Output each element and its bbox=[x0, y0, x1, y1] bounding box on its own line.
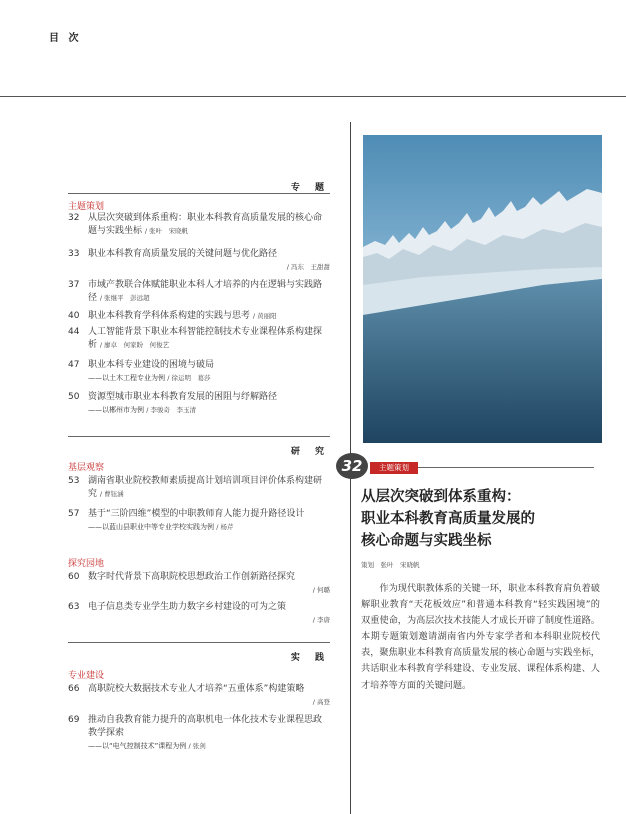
toc-entry-authors: / 廖卓 何家盼 何俊艺 bbox=[99, 341, 170, 349]
header-divider bbox=[0, 96, 626, 97]
toc-page-number: 66 bbox=[68, 684, 80, 694]
toc-entry-title: 基于“三阶四维”模型的中职教师育人能力提升路径设计 bbox=[88, 509, 305, 519]
toc-page-number: 33 bbox=[68, 249, 80, 259]
toc-entry-authors: / 何璐 bbox=[312, 586, 330, 594]
feature-title-line: 职业本科教育高质量发展的 bbox=[361, 511, 535, 527]
toc-entry-authors: / 冯东 王甜甜 bbox=[286, 263, 330, 271]
toc-entry-authors: / 李骏奇 李玉清 bbox=[146, 406, 196, 414]
toc-page-number: 32 bbox=[68, 213, 80, 223]
toc-page-number: 53 bbox=[68, 476, 80, 486]
toc-page-number: 69 bbox=[68, 715, 80, 725]
toc-entry-title: 高职院校大数据技术专业人才培养“五重体系”构建策略 bbox=[88, 684, 305, 694]
toc-page-number: 57 bbox=[68, 509, 80, 519]
section-heading-yanjiu: 研 究 bbox=[290, 447, 330, 457]
section-heading-zhuanti: 专 题 bbox=[290, 183, 330, 193]
category-label: 专业建设 bbox=[68, 671, 105, 681]
toc-entry-title: 人工智能背景下职业本科智能控制技术专业课程体系构建探析 bbox=[88, 327, 323, 350]
toc-entry-title: 电子信息类专业学生助力数字乡村建设的可为之策 bbox=[88, 602, 287, 612]
section-rule bbox=[68, 193, 330, 194]
toc-entry-title: 资源型城市职业本科教育发展的困阻与纾解路径 bbox=[88, 392, 278, 402]
section-rule bbox=[68, 436, 330, 437]
toc-entry-authors: / 曹钰涵 bbox=[99, 490, 124, 498]
toc-page-number: 60 bbox=[68, 572, 80, 582]
feature-title-line: 从层次突破到体系重构： bbox=[361, 489, 521, 505]
feature-title-line: 核心命题与实践坐标 bbox=[361, 533, 492, 549]
section-rule bbox=[68, 642, 330, 643]
toc-entry-authors: / 高登 bbox=[312, 698, 330, 706]
toc-page-number: 63 bbox=[68, 602, 80, 612]
toc-entry-subtitle: ——以土木工程专业为例 bbox=[88, 374, 165, 382]
toc-entry-authors: / 黄丽阳 bbox=[252, 312, 277, 320]
category-label: 主题策划 bbox=[68, 202, 105, 212]
toc-entry-authors: / 李唐 bbox=[312, 616, 330, 624]
toc-entry[interactable] bbox=[68, 683, 330, 709]
toc-entry-authors: / 张继平 彭远超 bbox=[99, 294, 150, 302]
toc-entry-title: 职业本科教育高质量发展的关键问题与优化路径 bbox=[88, 249, 278, 259]
toc-entry[interactable] bbox=[68, 326, 330, 352]
toc-entry-title: 推动自我教育能力提升的高职机电一体化技术专业课程思政教学探索 bbox=[88, 715, 323, 738]
section-heading-shijian: 实 践 bbox=[290, 653, 330, 663]
toc-page-number: 37 bbox=[68, 280, 80, 290]
toc-page-number: 44 bbox=[68, 327, 80, 337]
toc-entry-title: 市域产教联合体赋能职业本科人才培养的内在逻辑与实践路径 bbox=[88, 280, 323, 303]
toc-entry-subtitle: ——以郴州市为例 bbox=[88, 406, 144, 414]
toc-entry-title: 数字时代背景下高职院校思想政治工作创新路径探究 bbox=[88, 572, 296, 582]
category-label: 基层观察 bbox=[68, 463, 105, 473]
toc-page-number: 50 bbox=[68, 392, 80, 402]
toc-entry[interactable] bbox=[68, 248, 330, 274]
toc-entry-authors: / 张叶 宋晓帆 bbox=[144, 227, 189, 235]
toc-entry[interactable] bbox=[68, 601, 330, 627]
feature-summary: 作为现代职教体系的关键一环，职业本科教育肩负着破解职业教育“天花板效应”和普通本科教育“轻实践困境”的双重使命，为高层次技术技能人才成长开辟了制度性道路。本期专题策划邀请湖南省内外专家学者和本科职业院校代表，聚焦职业本科教育高质量发展的核心命题与实践坐标，共话职业本科教育学科建设、专业发展、课程体系构建、人才培养等方面的关键问题。 bbox=[361, 583, 600, 691]
toc-entry[interactable] bbox=[68, 714, 330, 753]
toc-page-number: 40 bbox=[68, 311, 80, 321]
toc-entry[interactable] bbox=[68, 475, 330, 501]
toc-entry-authors: / 徐运明 葛莎 bbox=[167, 374, 211, 382]
toc-entry-title: 湖南省职业院校教师素质提高计划培训项目评价体系构建研究 bbox=[88, 476, 323, 499]
toc-entry[interactable] bbox=[68, 310, 330, 323]
feature-authors: 策划 张叶 宋晓帆 bbox=[361, 561, 420, 569]
page-header-title: 目 次 bbox=[49, 33, 82, 44]
feature-category-tag: 主题策划 bbox=[370, 462, 418, 474]
cover-photo-city-skyline bbox=[363, 135, 602, 443]
toc-entry-title: 职业本科专业建设的困境与破局 bbox=[88, 360, 215, 370]
toc-page-number: 47 bbox=[68, 360, 80, 370]
toc-entry[interactable] bbox=[68, 279, 330, 305]
feature-title bbox=[361, 486, 601, 552]
toc-entry-subtitle: ——以“电气控制技术”课程为例 bbox=[88, 742, 187, 750]
toc-entry-authors: / 张剑 bbox=[188, 742, 206, 750]
toc-entry-authors: / 杨芹 bbox=[216, 523, 234, 531]
toc-entry-title: 从层次突破到体系重构：职业本科教育高质量发展的核心命题与实践坐标 bbox=[88, 213, 323, 236]
toc-entry[interactable] bbox=[68, 508, 330, 534]
toc-entry[interactable] bbox=[68, 212, 330, 238]
toc-entry[interactable] bbox=[68, 359, 330, 385]
toc-entry-title: 职业本科教育学科体系构建的实践与思考 bbox=[88, 311, 251, 321]
category-label: 探究园地 bbox=[68, 559, 105, 569]
toc-entry-subtitle: ——以蓝山县职业中等专业学校实践为例 bbox=[88, 523, 214, 531]
toc-entry[interactable] bbox=[68, 391, 330, 417]
toc-entry[interactable] bbox=[68, 571, 330, 597]
feature-tag-rule bbox=[418, 467, 594, 468]
feature-page-badge: 32 bbox=[336, 453, 368, 479]
